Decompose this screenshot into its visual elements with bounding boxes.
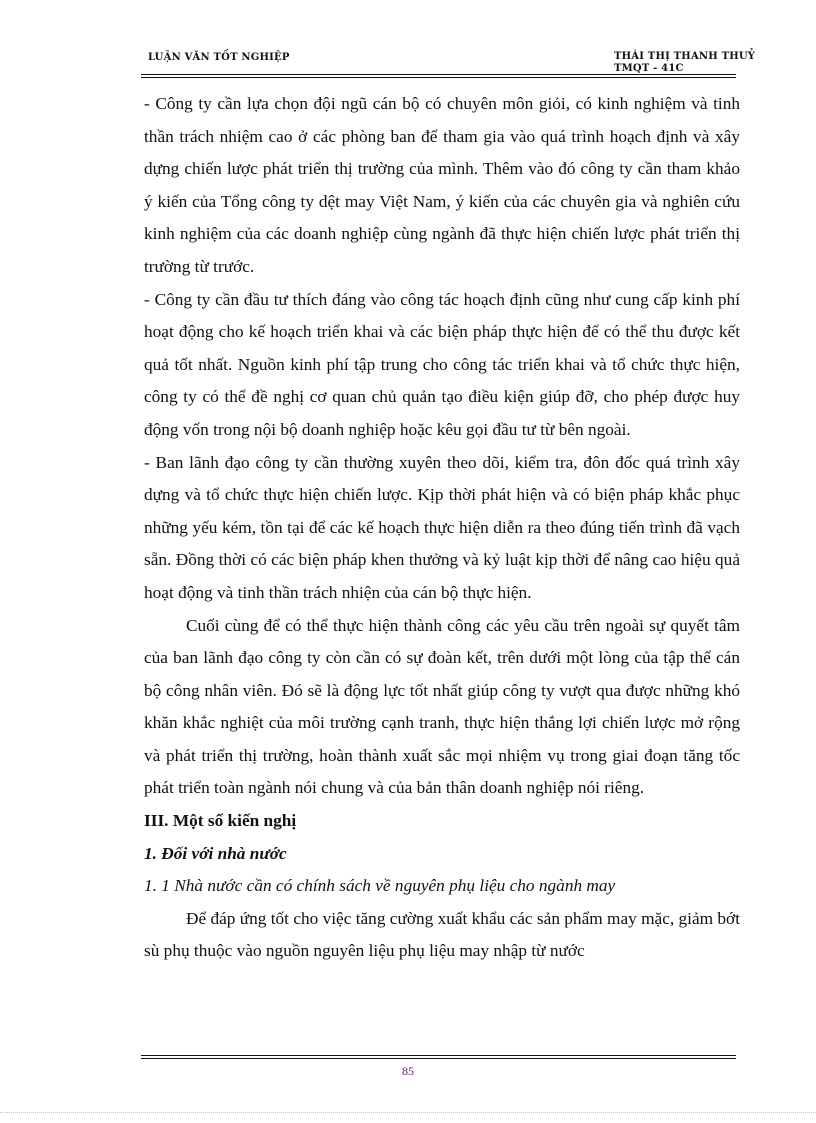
subsection-heading: 1. Đối với nhà nước [144,843,287,863]
paragraph-3: - Ban lãnh đạo công ty cần thường xuyên theo dõi, kiểm tra, đôn đốc quá trình xây dựng và tổ chức thực hiện chiến lược. Kịp thời phát hiện và có biện pháp khắc phục những yếu kém, tồn tại để các kế hoạch thực hiện diễn ra theo đúng tiến trình đã vạch sẵn. Đồng thời có các biện pháp khen thưởng và kỷ luật kịp thời để nâng cao hiệu quả hoạt động và tinh thần trách nhiện của cán bộ thực hiện. [144,452,740,602]
paragraph-5: Để đáp ứng tốt cho việc tăng cường xuất khẩu các sản phẩm may mặc, giảm bớt sù phụ thuộc vào nguồn nguyên liệu phụ liệu may nhập từ nước [144,908,740,961]
section-heading: III. Một số kiến nghị [144,811,297,831]
paragraph-4: Cuối cùng để có thể thực hiện thành công các yêu cầu trên ngoài sự quyết tâm của ban lãnh đạo công ty còn cần có sự đoàn kết, trên dưới một lòng của tập thể cán bộ công nhân viên. Đó sẽ là động lực tốt nhất giúp công ty vượt qua được những khó khăn khắc nghiệt của môi trường cạnh tranh, thực hiện thắng lợi chiến lược mở rộng và phát triển thị trường, hoàn thành xuất sắc mọi nhiệm vụ trong giai đoạn tăng tốc phát triển toàn ngành nói chung và của bản thân doanh nghiệp nói riêng. [144,615,740,798]
header-left-title: LUẬN VĂN TỐT NGHIỆP [148,52,290,63]
header-rule-secondary [141,77,736,78]
header-rule [141,74,736,75]
paragraph-1: - Công ty cần lựa chọn đội ngũ cán bộ có chuyên môn giỏi, có kinh nghiệm và tinh thần trách nhiệm cao ở các phòng ban để tham gia vào quá trình hoạch định và xây dựng chiến lược phát triển thị trường của mình. Thêm vào đó công ty cần tham khảo ý kiến của Tổng công ty dệt may Việt Nam, ý kiến của các chuyên gia và nghiên cứu kinh nghiệm của các doanh nghiệp cùng ngành đã thực hiện chiến lược phát triển thị trường từ trước. [144,94,740,276]
subsubsection-heading: 1. 1 Nhà nước cần có chính sách về nguyên phụ liệu cho ngành may [144,876,616,896]
header-author: THÁI THỊ THANH THUỶ [614,51,756,62]
page-edge-dotted-line [0,1112,816,1113]
footer-rule [141,1055,736,1056]
header-class: TMQT - 41C [614,63,684,74]
footer-rule-secondary [141,1058,736,1059]
body-text [144,88,740,968]
header-right-block [614,50,755,74]
paragraph-2: - Công ty cần đầu tư thích đáng vào công tác hoạch định cũng như cung cấp kinh phí hoạt động cho kế hoạch triển khai và các biện pháp thực hiện để có thể thu được kết quả tốt nhất. Nguồn kinh phí tập trung cho công tác triển khai và tổ chức thực hiện, công ty có thể đề nghị cơ quan chủ quản tạo điều kiện giúp đỡ, cho phép được huy động vốn trong nội bộ doanh nghiệp hoặc kêu gọi đầu tư từ bên ngoài. [144,289,740,439]
page-number: 85 [402,1064,414,1078]
